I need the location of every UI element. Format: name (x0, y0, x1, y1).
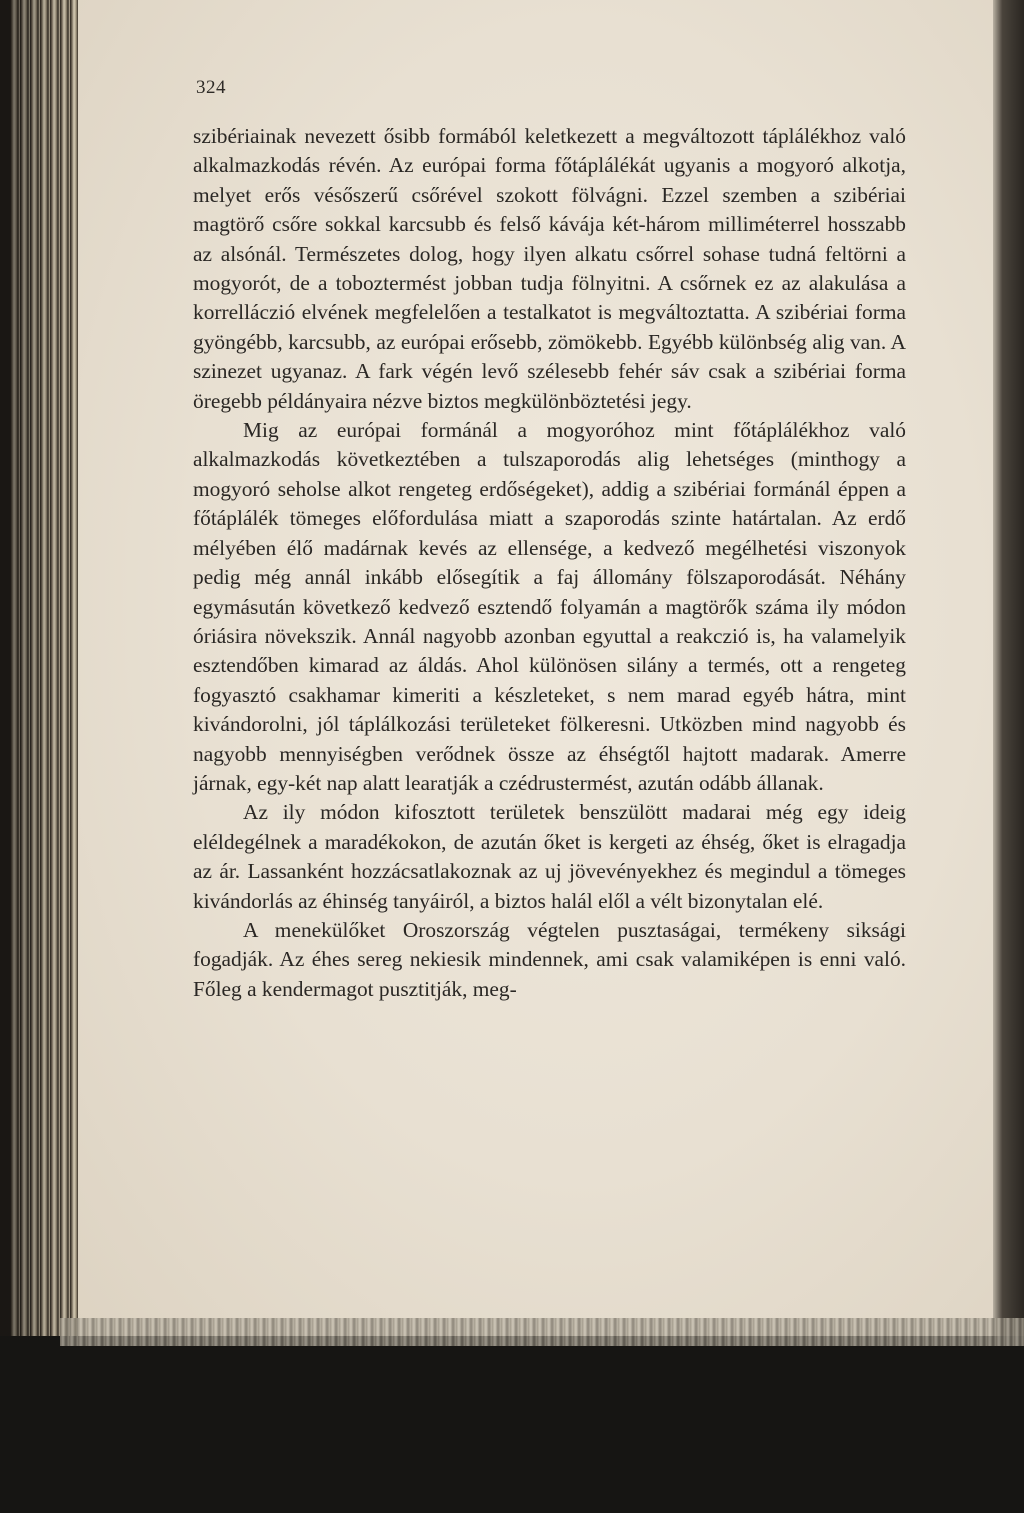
paragraph-3: Az ily módon kifosztott területek benszülött madarai még egy ideig eléldegélnek a maradékokon, de azután őket is kergeti az éhség, őket is elragadja az ár. Lassanként hozzácsatlakoznak az uj jövevényekhez és megindul a tömeges kivándorlás az éhinség tanyáiról, a biztos halál elől a vélt bizonytalan elé. (193, 800, 906, 913)
page-number: 324 (196, 77, 226, 98)
body-text (193, 122, 906, 1004)
book-page-stack (0, 0, 82, 1336)
page-right-edge (993, 0, 1024, 1336)
paragraph-4: A menekülőket Oroszország végtelen pusztaságai, termékeny siksági fogadják. Az éhes sereg nekiesik mindennek, ami csak valamiképen is enni való. Főleg a kendermagot pusztitják, meg- (193, 917, 906, 1001)
page-bottom-edge (60, 1318, 1024, 1346)
book-spine (0, 0, 10, 1336)
paragraph-2: Mig az európai formánál a mogyoróhoz mint főtáplálékhoz való alkalmazkodás következtében a tulszaporodás alig lehetséges (minthogy a mogyoró seholse alkot rengeteg erdőségeket), addig a szibériai formánál éppen a főtáplálék tömeges előfordulása miatt a szaporodás szinte határtalan. Az erdő mélyében élő madárnak kevés az ellensége, a kedvező megélhetési viszonyok pedig még annál inkább elősegítik a faj állomány fölszaporodását. Néhány egymásután következő kedvező esztendő folyamán a magtörők száma ily módon óriásira növekszik. Annál nagyobb azonban egyuttal a reakczió is, ha valamelyik esztendőben kimarad az áldás. Ahol különösen silány a termés, ott a rengeteg fogyasztó csakhamar kimeriti a készleteket, s nem marad egyéb hátra, mint kivándorolni, jól táplálkozási területeket fölkeresni. Utközben mind nagyobb és nagyobb mennyiségben verődnek össze az éhségtől hajtott madarak. Amerre járnak, egy-két nap alatt learatják a czédrustermést, azután odább állanak. (193, 418, 906, 795)
paragraph-1: szibériainak nevezett ősibb formából keletkezett a megváltozott táplálékhoz való alkalmazkodás révén. Az európai forma főtáplálékát ugyanis a mogyoró alkotja, melyet erős vésőszerű csőrével szokott fölvágni. Ezzel szemben a szibériai magtörő csőre sokkal karcsubb és felső kávája két-három milliméterrel hosszabb az alsónál. Természetes dolog, hogy ilyen alkatu csőrrel sohase tudná feltörni a mogyorót, de a toboztermést jobban tudja fölnyitni. A csőrnek ez az alakulása a korrelláczió elvének megfelelően a testalkatot is megváltoztatta. A szibériai forma gyöngébb, karcsubb, az európai erősebb, zömökebb. Egyébb különbség alig van. A szinezet ugyanaz. A fark végén levő szélesebb fehér sáv csak a szibériai forma öregebb példányaira nézve biztos megkülönböztetési jegy. (193, 124, 906, 413)
